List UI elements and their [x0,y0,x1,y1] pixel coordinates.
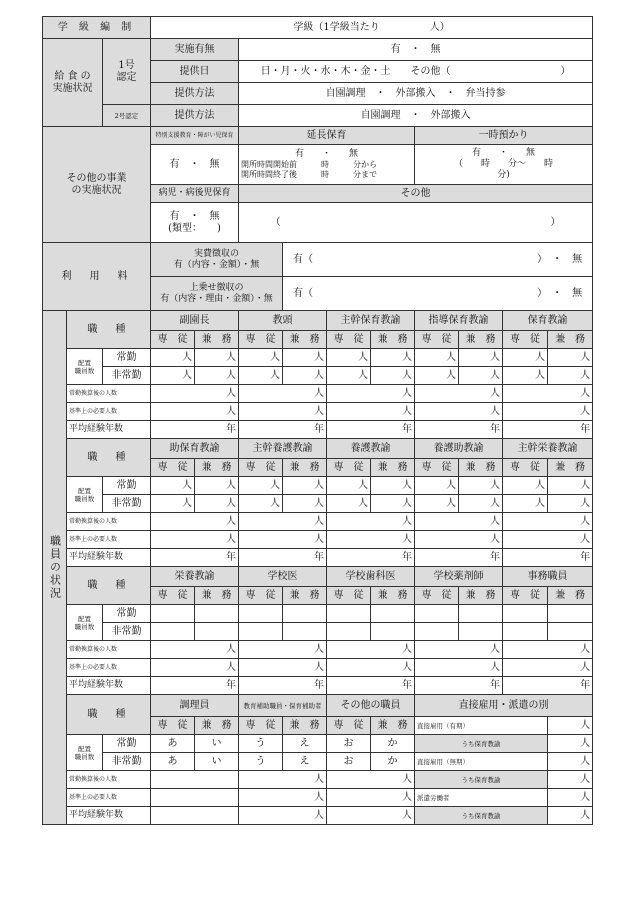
senju-label: 専 従 [503,587,548,605]
summary-label: 平均経験年数 [67,549,151,567]
count-cell: 人 [195,349,239,367]
count-cell: お [327,753,371,771]
summary-label: 常勤換算後の人数 [67,513,151,531]
haichi-label: 配置 職員数 [67,605,103,641]
cert1-label: 1号 認定 [103,39,151,105]
shokushu-label: 職 種 [67,695,151,735]
summary-cell: 人 [151,385,239,403]
summary-label: 基準上の必要人数 [67,531,151,549]
shokushu-label: 職 種 [67,567,151,605]
summary-cell: 年 [239,549,327,567]
other-label: その他の事業 の実施状況 [43,127,151,243]
summary-cell: 人 [327,531,415,549]
kenmu-label: 兼 務 [459,331,503,349]
summary-cell: 人 [239,659,327,677]
summary-cell: 年 [327,549,415,567]
extended-value [239,145,415,185]
class-value: 学級（1学級当たり 人） [151,17,593,39]
count-cell: 人 [327,367,371,385]
count-cell [371,605,415,623]
summary-cell: 人 [239,531,327,549]
kenmu-label: 兼 務 [548,587,593,605]
count-cell: 人 [151,495,195,513]
summary-cell: 人 [239,641,327,659]
role-name: 学校歯科医 [327,567,415,587]
temp-choice: 有 ・ 無 [472,148,536,158]
count-cell [151,623,195,641]
fee-tail: ） ・ 無 [537,253,583,265]
extended-label: 延長保育 [239,127,415,145]
summary-cell: 年 [503,677,593,695]
temp-label: 一時預かり [415,127,593,145]
direct-row-label: 直接雇用（有期） [415,717,548,735]
count-cell: 人 [327,495,371,513]
count-cell [503,605,548,623]
count-cell: え [283,735,327,753]
count-cell [459,605,503,623]
count-cell: 人 [415,495,459,513]
senju-label: 専 従 [239,587,283,605]
summary-cell: 人 [327,659,415,677]
senju-label: 専 従 [415,459,459,477]
kenmu-label: 兼 務 [283,459,327,477]
summary-cell [151,789,239,807]
count-cell: 人 [459,495,503,513]
kenmu-label: 兼 務 [283,587,327,605]
summary-label: 基準上の必要人数 [67,403,151,421]
count-cell: 人 [327,477,371,495]
senju-label: 専 従 [415,331,459,349]
role-name: 養護助教諭 [415,439,503,459]
count-cell: 人 [283,349,327,367]
count-cell: 人 [503,477,548,495]
summary-label: 常勤換算後の人数 [67,385,151,403]
summary-cell: 人 [151,513,239,531]
haichi-label: 配置 職員数 [67,349,103,385]
count-cell [459,623,503,641]
count-cell: 人 [415,349,459,367]
count-cell: お [327,735,371,753]
senju-label: 専 従 [327,587,371,605]
kenmu-label: 兼 務 [371,331,415,349]
summary-cell: 人 [327,641,415,659]
summary-cell: 人 [327,513,415,531]
direct-label: 直接雇用・派遣の別 [415,695,593,717]
summary-cell: 年 [239,677,327,695]
senju-label: 専 従 [327,331,371,349]
senju-label: 専 従 [151,331,195,349]
count-cell: 人 [415,367,459,385]
senju-label: 専 従 [415,587,459,605]
ext-line1: 開所時間開始前 時 分から [241,160,377,169]
count-cell: 人 [548,349,593,367]
count-cell [151,605,195,623]
direct-row-label: うち保育教諭 [415,807,548,825]
summary-cell: 人 [503,513,593,531]
role-name: 学校薬剤師 [415,567,503,587]
count-cell: 人 [459,349,503,367]
count-cell: あ [151,735,195,753]
fee-open: 有（ [293,287,313,299]
haichi-label: 配置 職員数 [67,477,103,513]
direct-row-value: 人 [548,789,593,807]
direct-row-label: 直接雇用（無期） [415,753,548,771]
facility-table [42,16,593,825]
count-cell: い [195,753,239,771]
summary-cell: 人 [239,403,327,421]
direct-row-value: 人 [548,717,593,735]
direct-row-label: うち保育教諭 [415,771,548,789]
summary-label: 平均経験年数 [67,807,151,825]
count-cell: 人 [327,349,371,367]
count-cell [548,605,593,623]
kenmu-label: 兼 務 [283,331,327,349]
count-cell [239,605,283,623]
summary-cell: 人 [151,659,239,677]
direct-row-label: 派遣労働者 [415,789,548,807]
kenmu-label: 兼 務 [548,331,593,349]
count-cell: あ [151,753,195,771]
kenmu-label: 兼 務 [195,459,239,477]
direct-row-value: 人 [548,807,593,825]
summary-cell: 人 [239,807,327,825]
count-cell: 人 [195,367,239,385]
fee-row-label: 実費徴収の 有（内容・金額）・無 [151,243,283,277]
summary-cell: 年 [503,421,593,439]
fee-row-value [283,243,593,277]
count-cell: え [283,753,327,771]
meal-label: 給 食 の 実施状況 [43,39,103,127]
count-cell: 人 [239,477,283,495]
jokin-label: 常勤 [103,605,151,623]
summary-cell: 人 [151,531,239,549]
jokin-label: 常勤 [103,477,151,495]
meal-row-value: 有 ・ 無 [239,39,593,61]
summary-cell: 人 [239,513,327,531]
count-cell [195,605,239,623]
role-name: 事務職員 [503,567,593,587]
count-cell: 人 [503,367,548,385]
sick-label: 病児・病後児保育 [151,185,239,203]
count-cell: う [239,753,283,771]
summary-cell: 年 [151,677,239,695]
direct-row-value: 人 [548,771,593,789]
etc-value: （ ） [239,203,593,243]
summary-cell: 人 [503,659,593,677]
count-cell: 人 [371,477,415,495]
summary-cell: 年 [415,677,503,695]
summary-cell: 人 [415,513,503,531]
summary-label: 常勤換算後の人数 [67,771,151,789]
summary-cell [151,771,239,789]
role-name: 副園長 [151,311,239,331]
summary-cell: 人 [327,807,415,825]
hijokin-label: 非常勤 [103,367,151,385]
senju-label: 専 従 [327,459,371,477]
kenmu-label: 兼 務 [195,717,239,735]
role-name: 養護教諭 [327,439,415,459]
count-cell: 人 [371,495,415,513]
fee-tail: ） ・ 無 [537,287,583,299]
count-cell [283,623,327,641]
jokin-label: 常勤 [103,349,151,367]
role-name: 主幹養護教諭 [239,439,327,459]
summary-cell: 人 [327,385,415,403]
count-cell: 人 [503,495,548,513]
direct-row-value: 人 [548,753,593,771]
count-cell: 人 [195,495,239,513]
senju-label: 専 従 [239,459,283,477]
summary-cell: 人 [503,531,593,549]
meal-row-value: 自園調理 ・ 外部搬入 [239,105,593,127]
kenmu-label: 兼 務 [195,587,239,605]
hijokin-label: 非常勤 [103,623,151,641]
summary-label: 常勤換算後の人数 [67,641,151,659]
kenmu-label: 兼 務 [195,331,239,349]
summary-cell: 人 [327,771,415,789]
ext-line2: 開所時間終了後 時 分まで [241,170,377,179]
role-name: 主幹栄養教諭 [503,439,593,459]
role-name: 調理員 [151,695,239,717]
fee-open: 有（ [293,253,313,265]
summary-cell: 年 [151,549,239,567]
fee-row-value [283,277,593,311]
summary-cell: 人 [503,385,593,403]
role-name: 栄養教諭 [151,567,239,587]
count-cell: 人 [239,495,283,513]
extended-choice: 有 ・ 無 [294,149,358,159]
temp-time: （ 時 分～ 時 分) [454,159,554,180]
summary-cell: 人 [503,403,593,421]
role-name: 教頭 [239,311,327,331]
kenmu-label: 兼 務 [459,587,503,605]
summary-cell: 年 [415,549,503,567]
count-cell [283,605,327,623]
role-name: 指導保育教諭 [415,311,503,331]
count-cell: 人 [548,495,593,513]
temp-value [415,145,593,185]
senju-label: 専 従 [327,717,371,735]
summary-cell: 年 [503,549,593,567]
count-cell: 人 [283,367,327,385]
summary-cell: 人 [415,641,503,659]
count-cell: う [239,735,283,753]
role-name: 保育教諭 [503,311,593,331]
summary-cell: 人 [415,403,503,421]
class-label: 学 級 編 制 [43,17,151,39]
count-cell [415,623,459,641]
meal-row-value: 自園調理 ・ 外部搬入 ・ 弁当持参 [239,83,593,105]
kenmu-label: 兼 務 [459,459,503,477]
count-cell: か [371,735,415,753]
role-name: 主幹保育教諭 [327,311,415,331]
role-name: その他の職員 [327,695,415,717]
senju-label: 専 従 [151,459,195,477]
count-cell: 人 [151,477,195,495]
etc-label: その他 [239,185,593,203]
summary-cell: 人 [239,789,327,807]
senju-label: 専 従 [151,587,195,605]
role-name: 学校医 [239,567,327,587]
summary-cell: 人 [327,403,415,421]
count-cell [195,623,239,641]
count-cell: 人 [283,477,327,495]
cert2-label: 2号認定 [103,105,151,127]
summary-label: 平均経験年数 [67,421,151,439]
meal-row-label: 提供方法 [151,105,239,127]
summary-cell: 年 [151,421,239,439]
senju-label: 専 従 [151,717,195,735]
count-cell: 人 [239,367,283,385]
summary-cell: 人 [415,659,503,677]
shokushu-label: 職 種 [67,311,151,349]
summary-label: 基準上の必要人数 [67,659,151,677]
kenmu-label: 兼 務 [283,717,327,735]
summary-cell: 年 [239,421,327,439]
summary-cell: 年 [327,677,415,695]
summary-cell: 人 [327,789,415,807]
summary-cell: 人 [503,641,593,659]
meal-row-label: 提供方法 [151,83,239,105]
kenmu-label: 兼 務 [371,459,415,477]
count-cell: 人 [239,349,283,367]
role-name: 教育補助職員・保育補助者 [239,695,327,717]
hijokin-label: 非常勤 [103,495,151,513]
count-cell [327,623,371,641]
summary-cell: 人 [239,385,327,403]
summary-cell: 人 [151,403,239,421]
count-cell: 人 [283,495,327,513]
fee-label: 利 用 料 [43,243,151,311]
count-cell: 人 [371,349,415,367]
count-cell [503,623,548,641]
sick-value: 有 ・ 無 (類型： ) [151,203,239,243]
kenmu-label: 兼 務 [371,587,415,605]
count-cell [239,623,283,641]
count-cell: 人 [503,349,548,367]
senju-label: 専 従 [239,331,283,349]
direct-row-label: うち保育教諭 [415,735,548,753]
count-cell: 人 [548,367,593,385]
special-value: 有 ・ 無 [151,145,239,185]
count-cell: 人 [459,477,503,495]
jokin-label: 常勤 [103,735,151,753]
role-name: 助保育教諭 [151,439,239,459]
count-cell: 人 [415,477,459,495]
summary-label: 平均経験年数 [67,677,151,695]
summary-cell: 人 [415,531,503,549]
count-cell: か [371,753,415,771]
shokushu-label: 職 種 [67,439,151,477]
count-cell: 人 [195,477,239,495]
summary-label: 基準上の必要人数 [67,789,151,807]
facility-sheet [42,16,592,825]
count-cell: 人 [548,477,593,495]
summary-cell [151,807,239,825]
haichi-label: 配置 職員数 [67,735,103,771]
count-cell: 人 [151,367,195,385]
summary-cell: 人 [415,385,503,403]
summary-cell: 年 [327,421,415,439]
meal-row-value: 日・月・火・水・木・金・土 その他（ ） [239,61,593,83]
count-cell [415,605,459,623]
meal-row-label: 提供日 [151,61,239,83]
senju-label: 専 従 [239,717,283,735]
special-label: 特別支援教育・障がい児保育 [151,127,239,145]
hijokin-label: 非常勤 [103,753,151,771]
count-cell: 人 [371,367,415,385]
count-cell: 人 [459,367,503,385]
staff-label: 職員の状況 [43,311,67,825]
count-cell: い [195,735,239,753]
count-cell [327,605,371,623]
kenmu-label: 兼 務 [371,717,415,735]
count-cell: 人 [151,349,195,367]
fee-row-label: 上乗せ徴収の 有（内容・理由・金額）・無 [151,277,283,311]
count-cell [371,623,415,641]
senju-label: 専 従 [503,459,548,477]
summary-cell: 人 [239,771,327,789]
senju-label: 専 従 [503,331,548,349]
summary-cell: 年 [415,421,503,439]
summary-cell: 人 [151,641,239,659]
direct-row-value: 人 [548,735,593,753]
kenmu-label: 兼 務 [548,459,593,477]
count-cell [548,623,593,641]
meal-row-label: 実施有無 [151,39,239,61]
